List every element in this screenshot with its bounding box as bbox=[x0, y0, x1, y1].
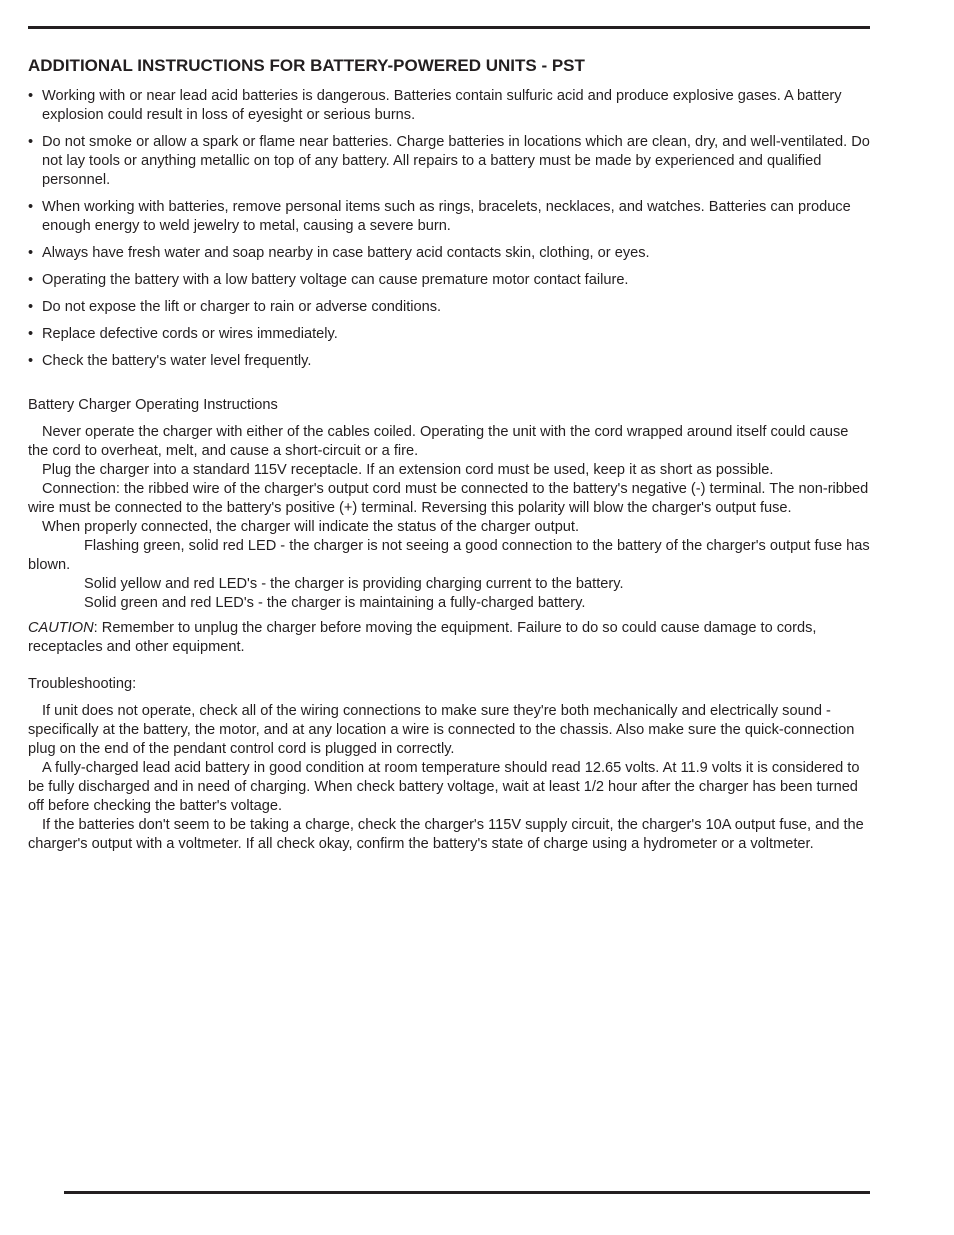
led-status-line: Solid yellow and red LED's - the charger is providing charging current to the battery. bbox=[84, 576, 624, 592]
charger-paragraph: Plug the charger into a standard 115V receptacle. If an extension cord must be used, keep it as short as possible. bbox=[42, 462, 774, 478]
bottom-rule bbox=[64, 1191, 870, 1194]
caution-label: CAUTION bbox=[28, 620, 94, 636]
page-content bbox=[28, 55, 870, 854]
bullet-item: • Operating the battery with a low battery voltage can cause premature motor contact failure. bbox=[28, 271, 870, 290]
troubleshooting-paragraph: A fully-charged lead acid battery in good condition at room temperature should read 12.65 volts. At 11.9 volts it is considered to be fully discharged and in need of charging. When check battery voltage, wait at least 1/2 hour after the charger has been turned off before checking the batter's voltage. bbox=[28, 760, 860, 814]
led-status-line: Flashing green, solid red LED - the charger is not seeing a good connection to the battery of the charger's output fuse has blown. bbox=[28, 538, 870, 573]
charger-heading: Battery Charger Operating Instructions bbox=[28, 397, 278, 413]
safety-bullet-list bbox=[28, 87, 870, 371]
troubleshooting-paragraph: If the batteries don't seem to be taking a charge, check the charger's 115V supply circuit, the charger's 10A output fuse, and the charger's output with a voltmeter. If all check okay, confirm the battery's state of charge using a hydrometer or a voltmeter. bbox=[28, 817, 864, 852]
bullet-item: • Check the battery's water level frequently. bbox=[28, 352, 870, 371]
bullet-item: • Always have fresh water and soap nearby in case battery acid contacts skin, clothing, or eyes. bbox=[28, 244, 870, 263]
charger-paragraph: Connection: the ribbed wire of the charger's output cord must be connected to the battery's negative (-) terminal. The non-ribbed wire must be connected to the battery's positive (+) terminal. Reversing this polarity will blow the charger's output fuse. bbox=[28, 481, 869, 516]
bullet-item: • Working with or near lead acid batteries is dangerous. Batteries contain sulfuric acid and produce explosive gases. A battery explosion could result in loss of eyesight or serious burns. bbox=[28, 87, 870, 125]
charger-paragraph: When properly connected, the charger will indicate the status of the charger output. bbox=[42, 519, 580, 535]
caution-text: : Remember to unplug the charger before moving the equipment. Failure to do so could cause damage to cords, receptacles and other equipment. bbox=[28, 620, 817, 655]
caution-note bbox=[28, 619, 870, 657]
bullet-item: • When working with batteries, remove personal items such as rings, bracelets, necklaces, and watches. Batteries can produce enough energy to weld jewelry to metal, causing a severe burn. bbox=[28, 198, 870, 236]
top-rule bbox=[28, 26, 870, 29]
charger-paragraph: Never operate the charger with either of the cables coiled. Operating the unit with the cord wrapped around itself could cause the cord to overheat, melt, and cause a short-circuit or a fire. bbox=[28, 424, 849, 459]
bullet-item: • Replace defective cords or wires immediately. bbox=[28, 325, 870, 344]
bullet-item: • Do not expose the lift or charger to rain or adverse conditions. bbox=[28, 298, 870, 317]
bullet-item: • Do not smoke or allow a spark or flame near batteries. Charge batteries in locations which are clean, dry, and well-ventilated. Do not lay tools or anything metallic on top of any battery. All repairs to a battery must be made by experienced and qualified personnel. bbox=[28, 133, 870, 190]
led-status-line: Solid green and red LED's - the charger is maintaining a fully-charged battery. bbox=[84, 595, 586, 611]
page-title: ADDITIONAL INSTRUCTIONS FOR BATTERY-POWERED UNITS - PST bbox=[28, 56, 585, 75]
troubleshooting-paragraph: If unit does not operate, check all of the wiring connections to make sure they're both mechanically and electrically sound - specifically at the battery, the motor, and at any location a wire is connected to the chassis. Also make sure the quick-connection plug on the end of the pendant control cord is plugged in correctly. bbox=[28, 703, 855, 757]
troubleshooting-heading: Troubleshooting: bbox=[28, 676, 137, 692]
